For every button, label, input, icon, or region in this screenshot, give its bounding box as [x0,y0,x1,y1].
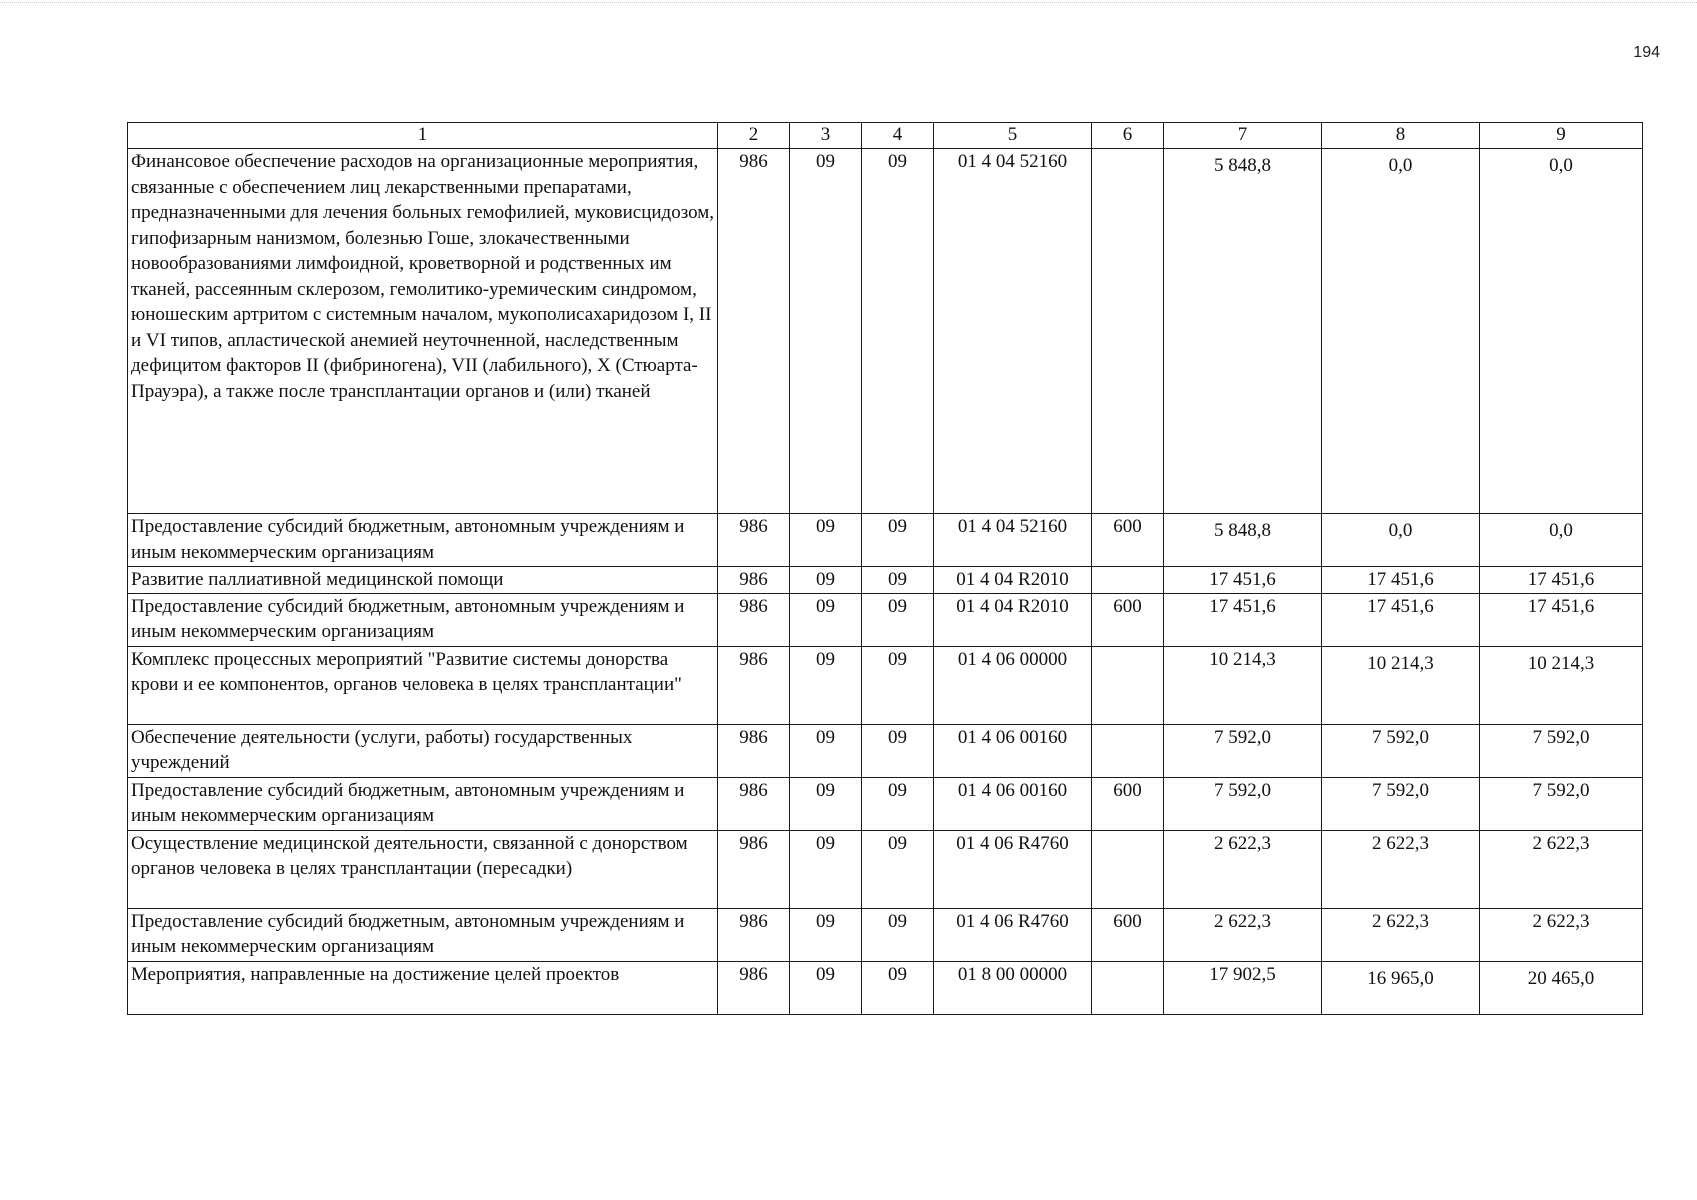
cell-col3: 09 [790,777,862,830]
table-header [128,123,1643,149]
cell-col7: 7 592,0 [1164,724,1322,777]
cell-col6 [1092,646,1164,724]
cell-col2: 986 [718,830,790,908]
cell-col9: 7 592,0 [1480,777,1643,830]
cell-col3: 09 [790,724,862,777]
cell-col6 [1092,961,1164,1014]
cell-col3: 09 [790,514,862,567]
cell-value: 5 848,8 [1214,520,1271,541]
cell-col2: 986 [718,961,790,1014]
cell-value: 0,0 [1549,520,1573,541]
cell-name: Развитие паллиативной медицинской помощи [128,567,718,594]
cell-col3: 09 [790,646,862,724]
cell-col8 [1322,961,1480,1014]
cell-col4: 09 [862,830,934,908]
cell-col3: 09 [790,961,862,1014]
cell-col7 [1164,514,1322,567]
column-header-2: 2 [718,123,790,149]
cell-name: Предоставление субсидий бюджетным, автономным учреждениям и иным некоммерческим организациям [128,593,718,646]
cell-col4: 09 [862,567,934,594]
cell-value: 16 965,0 [1367,967,1434,989]
cell-col4: 09 [862,961,934,1014]
cell-col5: 01 4 04 R2010 [934,593,1092,646]
cell-col3: 09 [790,830,862,908]
cell-col9 [1480,514,1643,567]
cell-col8: 7 592,0 [1322,724,1480,777]
cell-col7: 7 592,0 [1164,777,1322,830]
table-body [128,149,1643,1015]
cell-col8: 2 622,3 [1322,908,1480,961]
cell-col6 [1092,830,1164,908]
column-header-8: 8 [1322,123,1480,149]
cell-col4: 09 [862,908,934,961]
cell-col8: 17 451,6 [1322,567,1480,594]
cell-col6 [1092,149,1164,514]
cell-col5: 01 4 04 R2010 [934,567,1092,594]
cell-name: Комплекс процессных мероприятий "Развитие системы донорства крови и ее компонентов, органов человека в целях трансплантации" [128,646,718,724]
cell-col3: 09 [790,908,862,961]
cell-col9: 7 592,0 [1480,724,1643,777]
table-row [128,514,1643,567]
column-header-4: 4 [862,123,934,149]
cell-col7: 2 622,3 [1164,908,1322,961]
cell-name: Предоставление субсидий бюджетным, автономным учреждениям и иным некоммерческим организациям [128,777,718,830]
cell-col2: 986 [718,908,790,961]
table-row [128,646,1643,724]
cell-col8 [1322,149,1480,514]
table-row [128,724,1643,777]
cell-col8: 17 451,6 [1322,593,1480,646]
cell-col4: 09 [862,724,934,777]
cell-col6: 600 [1092,777,1164,830]
cell-col6 [1092,567,1164,594]
cell-col7: 17 451,6 [1164,593,1322,646]
cell-value: 5 848,8 [1214,155,1271,176]
cell-col8: 2 622,3 [1322,830,1480,908]
cell-col8 [1322,646,1480,724]
cell-col2: 986 [718,514,790,567]
table-row [128,149,1643,514]
cell-name: Предоставление субсидий бюджетным, автономным учреждениям и иным некоммерческим организациям [128,514,718,567]
page-number: 194 [1633,44,1660,61]
cell-col8 [1322,514,1480,567]
table-row [128,961,1643,1014]
cell-value: 0,0 [1388,155,1413,176]
cell-col9 [1480,961,1643,1014]
cell-col7: 17 451,6 [1164,567,1322,594]
table-row [128,908,1643,961]
cell-col3: 09 [790,593,862,646]
cell-col9: 2 622,3 [1480,830,1643,908]
cell-col2: 986 [718,567,790,594]
cell-col2: 986 [718,646,790,724]
cell-col5: 01 4 04 52160 [934,514,1092,567]
table-row [128,830,1643,908]
cell-value: 10 214,3 [1527,652,1595,674]
column-header-1: 1 [128,123,718,149]
cell-col3: 09 [790,567,862,594]
cell-col4: 09 [862,646,934,724]
cell-col2: 986 [718,149,790,514]
cell-col7: 10 214,3 [1164,646,1322,724]
cell-col7: 2 622,3 [1164,830,1322,908]
table-row [128,593,1643,646]
cell-col7: 17 902,5 [1164,961,1322,1014]
cell-col4: 09 [862,514,934,567]
cell-col2: 986 [718,724,790,777]
column-header-6: 6 [1092,123,1164,149]
cell-value: 20 465,0 [1527,967,1595,989]
cell-col5: 01 4 06 R4760 [934,908,1092,961]
column-header-3: 3 [790,123,862,149]
scan-edge-line [0,2,1697,3]
cell-value: 0,0 [1388,520,1413,541]
cell-col5: 01 4 06 00000 [934,646,1092,724]
cell-col4: 09 [862,149,934,514]
column-header-9: 9 [1480,123,1643,149]
header-row [128,123,1643,149]
cell-col8: 7 592,0 [1322,777,1480,830]
cell-col5: 01 4 06 R4760 [934,830,1092,908]
budget-table [127,122,1643,1015]
cell-col9 [1480,646,1643,724]
cell-col4: 09 [862,593,934,646]
cell-col6: 600 [1092,514,1164,567]
table-row [128,777,1643,830]
cell-col5: 01 4 06 00160 [934,777,1092,830]
cell-col6: 600 [1092,908,1164,961]
cell-col2: 986 [718,777,790,830]
column-header-5: 5 [934,123,1092,149]
cell-value: 10 214,3 [1367,652,1434,674]
cell-name: Предоставление субсидий бюджетным, автономным учреждениям и иным некоммерческим организациям [128,908,718,961]
cell-col9: 17 451,6 [1480,567,1643,594]
cell-col2: 986 [718,593,790,646]
cell-col6 [1092,724,1164,777]
cell-col7 [1164,149,1322,514]
cell-name: Финансовое обеспечение расходов на организационные мероприятия, связанные с обеспечением лиц лекарственными препаратами, предназначенными для лечения больных гемофилией, муковисцидозом, гипофизарным нанизмом, болезнью Гоше, злокачественными новообразованиями лимфоидной, кроветворной и родственных им тканей, рассеянным склерозом, гемолитико-уремическим синдромом, юношеским артритом с системным началом, мукополисахаридозом I, II и VI типов, апластической анемией неуточненной, наследственным дефицитом факторов II (фибриногена), VII (лабильного), X (Стюарта-Прауэра), а также после трансплантации органов и (или) тканей [128,149,718,514]
cell-col5: 01 8 00 00000 [934,961,1092,1014]
cell-col5: 01 4 06 00160 [934,724,1092,777]
cell-name: Мероприятия, направленные на достижение целей проектов [128,961,718,1014]
cell-name: Обеспечение деятельности (услуги, работы) государственных учреждений [128,724,718,777]
cell-col9: 17 451,6 [1480,593,1643,646]
cell-col5: 01 4 04 52160 [934,149,1092,514]
cell-col4: 09 [862,777,934,830]
cell-col9 [1480,149,1643,514]
column-header-7: 7 [1164,123,1322,149]
cell-col9: 2 622,3 [1480,908,1643,961]
cell-col6: 600 [1092,593,1164,646]
cell-name: Осуществление медицинской деятельности, связанной с донорством органов человека в целях трансплантации (пересадки) [128,830,718,908]
table-row [128,567,1643,594]
cell-col3: 09 [790,149,862,514]
cell-value: 0,0 [1549,155,1573,176]
